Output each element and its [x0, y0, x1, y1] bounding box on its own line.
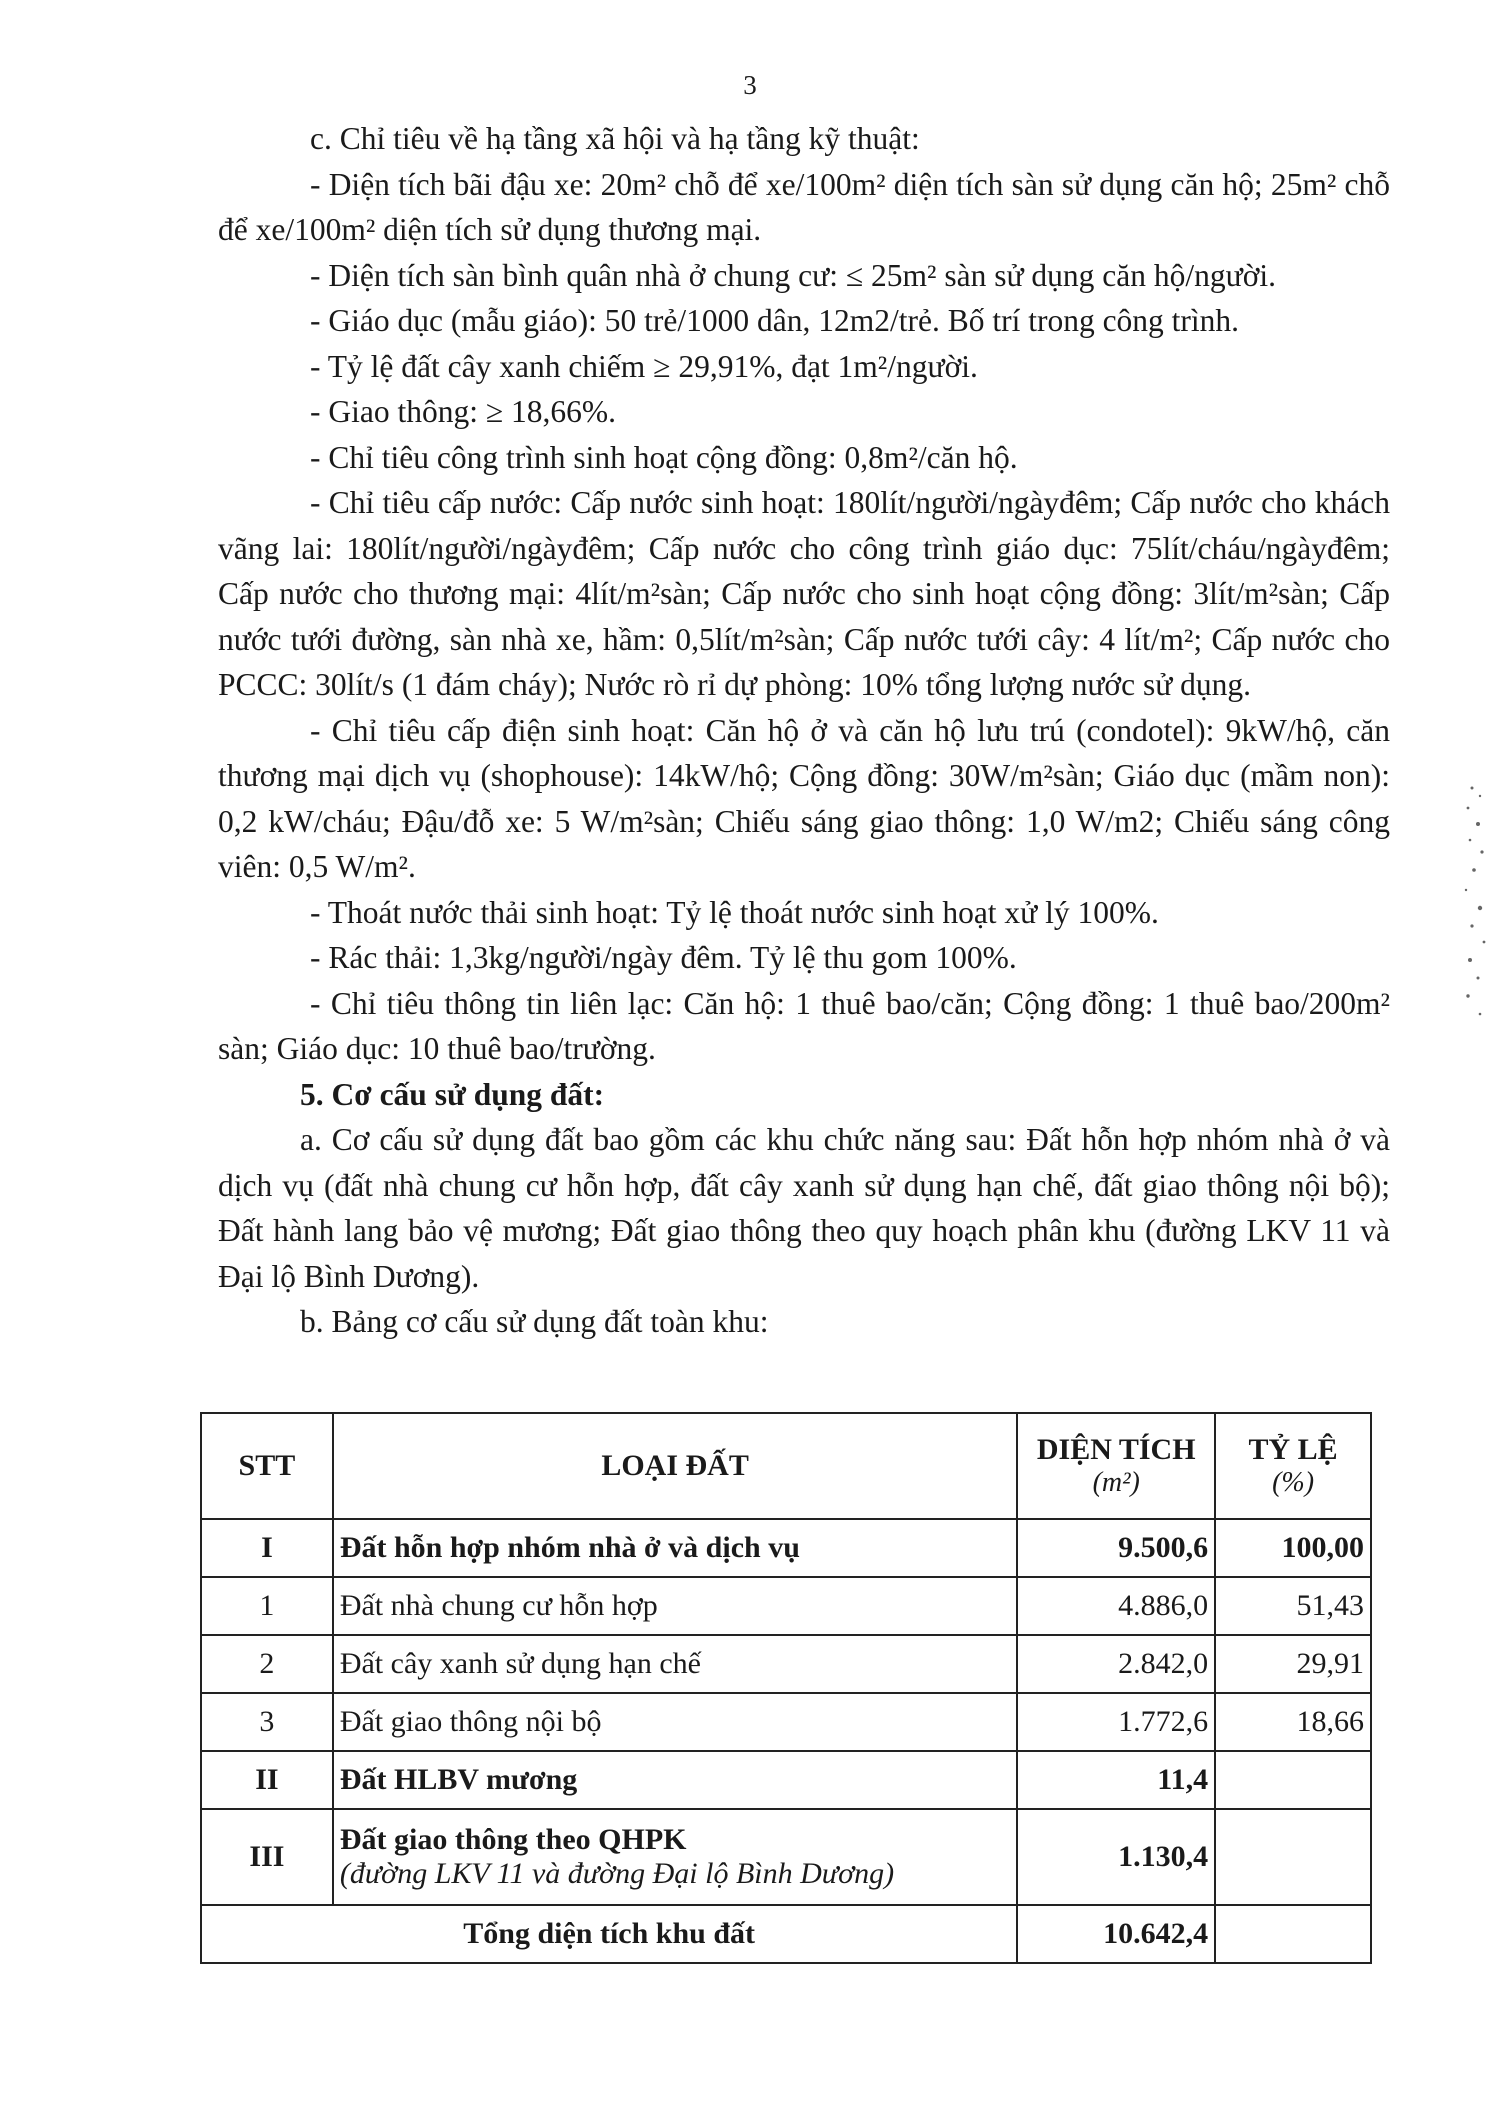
table-header-row: [201, 1413, 1371, 1519]
cell-area: 9.500,6: [1017, 1519, 1215, 1577]
section-5a-paragraph: a. Cơ cấu sử dụng đất bao gồm các khu chức năng sau: Đất hỗn hợp nhóm nhà ở và dịch vụ (đất nhà chung cư hỗn hợp, đất cây xanh sử dụng hạn chế, đất giao thông nội bộ); Đất hành lang bảo vệ mương; Đất giao thông theo quy hoạch phân khu (đường LKV 11 và Đại lộ Bình Dương).: [218, 1122, 1390, 1294]
total-area: 10.642,4: [1017, 1905, 1215, 1963]
cell-stt: 3: [201, 1693, 333, 1751]
cell-land-type: [333, 1809, 1018, 1905]
cell-land-type: Đất HLBV mương: [333, 1751, 1018, 1809]
item-traffic: - Giao thông: ≥ 18,66%.: [310, 394, 617, 429]
table-row: [201, 1751, 1371, 1809]
header-area-unit: (m²): [1092, 1467, 1140, 1498]
cell-ratio: 18,66: [1215, 1693, 1371, 1751]
table-caption: b. Bảng cơ cấu sử dụng đất toàn khu:: [300, 1304, 769, 1339]
item-education: - Giáo dục (mẫu giáo): 50 trẻ/1000 dân, 12m2/trẻ. Bố trí trong công trình.: [310, 303, 1240, 338]
cell-stt: I: [201, 1519, 333, 1577]
cell-area: 11,4: [1017, 1751, 1215, 1809]
cell-land-type-note: (đường LKV 11 và đường Đại lộ Bình Dương): [339, 1857, 895, 1890]
item-wastewater: - Thoát nước thải sinh hoạt: Tỷ lệ thoát nước sinh hoạt xử lý 100%.: [310, 894, 1159, 930]
table-row: [201, 1577, 1371, 1635]
cell-area: 1.130,4: [1017, 1809, 1215, 1905]
item-solid-waste: - Rác thải: 1,3kg/người/ngày đêm. Tỷ lệ thu gom 100%.: [310, 940, 1017, 975]
cell-ratio: [1215, 1809, 1371, 1905]
item-telecom: - Chỉ tiêu thông tin liên lạc: Căn hộ: 1 thuê bao/căn; Cộng đồng: 1 thuê bao/200m² sàn; Giáo dục: 10 thuê bao/trường.: [218, 985, 1390, 1066]
document-body: [218, 116, 1390, 1345]
item-green-ratio: - Tỷ lệ đất cây xanh chiếm ≥ 29,91%, đạt 1m²/người.: [310, 348, 978, 384]
item-floor-area: - Diện tích sàn bình quân nhà ở chung cư: ≤ 25m² sàn sử dụng căn hộ/người.: [310, 257, 1276, 293]
item-water-supply: - Chỉ tiêu cấp nước: Cấp nước sinh hoạt: 180lít/người/ngàyđêm; Cấp nước cho khách vãng lai: 180lít/người/ngàyđêm; Cấp nước cho công trình giáo dục: 75lít/cháu/ngàyđêm; Cấp nước cho thương mại: 4lít/m²sàn; Cấp nước cho sinh hoạt cộng đồng: 3lít/m²sàn; Cấp nước tưới đường, sàn nhà xe, hầm: 0,5lít/m²sàn; Cấp nước tưới cây: 4 lít/m²; Cấp nước cho PCCC: 30lít/s (1 đám cháy); Nước rò rỉ dự phòng: 10% tổng lượng nước sử dụng.: [218, 485, 1390, 702]
header-land-type: LOẠI ĐẤT: [333, 1413, 1018, 1519]
cell-land-type: Đất hỗn hợp nhóm nhà ở và dịch vụ: [333, 1519, 1018, 1577]
header-ratio: [1215, 1413, 1371, 1519]
cell-stt: II: [201, 1751, 333, 1809]
cell-ratio: 100,00: [1215, 1519, 1371, 1577]
section-c-heading: c. Chỉ tiêu về hạ tầng xã hội và hạ tầng kỹ thuật:: [310, 121, 920, 156]
cell-land-type: Đất cây xanh sử dụng hạn chế: [333, 1635, 1018, 1693]
header-ratio-unit: (%): [1272, 1467, 1315, 1498]
cell-stt: 1: [201, 1577, 333, 1635]
table-row: [201, 1693, 1371, 1751]
item-parking: - Diện tích bãi đậu xe: 20m² chỗ để xe/100m² diện tích sàn sử dụng căn hộ; 25m² chỗ để xe/100m² diện tích sử dụng thương mại.: [218, 166, 1390, 247]
cell-area: 1.772,6: [1017, 1693, 1215, 1751]
header-stt: STT: [201, 1413, 333, 1519]
table-row: [201, 1519, 1371, 1577]
cell-stt: 2: [201, 1635, 333, 1693]
cell-stt: III: [201, 1809, 333, 1905]
total-ratio: [1215, 1905, 1371, 1963]
total-label: Tổng diện tích khu đất: [201, 1905, 1017, 1963]
header-area: [1017, 1413, 1215, 1519]
cell-ratio: 29,91: [1215, 1635, 1371, 1693]
cell-area: 2.842,0: [1017, 1635, 1215, 1693]
cell-land-type: Đất nhà chung cư hỗn hợp: [333, 1577, 1018, 1635]
land-use-table: [200, 1412, 1372, 1964]
table-row: [201, 1635, 1371, 1693]
table-total-row: [201, 1905, 1371, 1963]
item-community: - Chỉ tiêu công trình sinh hoạt cộng đồng: 0,8m²/căn hộ.: [310, 439, 1018, 475]
cell-land-type-title: Đất giao thông theo QHPK: [339, 1823, 687, 1856]
cell-land-type: Đất giao thông nội bộ: [333, 1693, 1018, 1751]
cell-ratio: [1215, 1751, 1371, 1809]
header-area-label: DIỆN TÍCH: [1036, 1433, 1196, 1466]
item-power-supply: - Chỉ tiêu cấp điện sinh hoạt: Căn hộ ở và căn hộ lưu trú (condotel): 9kW/hộ, căn thương mại dịch vụ (shophouse): 14kW/hộ; Cộng đồng: 30W/m²sàn; Giáo dục (mầm non): 0,2 kW/cháu; Đậu/đỗ xe: 5 W/m²sàn; Chiếu sáng giao thông: 1,0 W/m2; Chiếu sáng công viên: 0,5 W/m².: [218, 712, 1390, 884]
section-5-heading: 5. Cơ cấu sử dụng đất:: [300, 1076, 605, 1112]
page-number: 3: [743, 70, 757, 100]
cell-ratio: 51,43: [1215, 1577, 1371, 1635]
stamp-mark: [1460, 780, 1490, 1030]
table-row: [201, 1809, 1371, 1905]
cell-area: 4.886,0: [1017, 1577, 1215, 1635]
header-ratio-label: TỶ LỆ: [1248, 1433, 1338, 1466]
